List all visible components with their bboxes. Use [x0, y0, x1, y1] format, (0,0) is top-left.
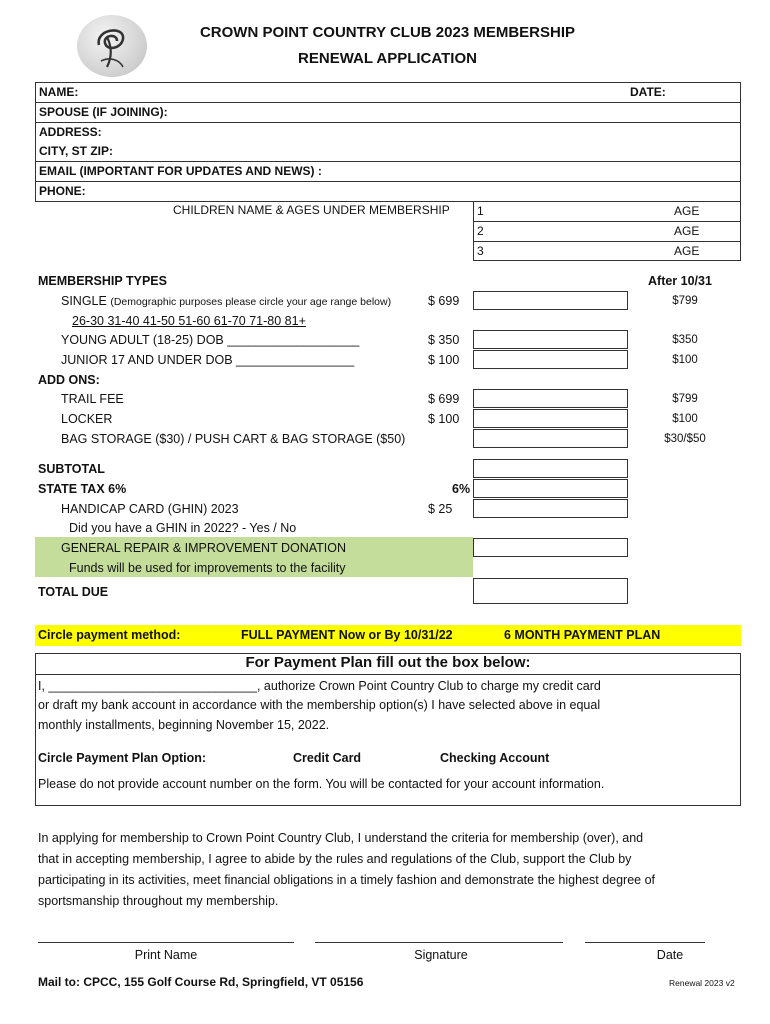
single-note: (Demographic purposes please circle your age range below) [110, 296, 392, 308]
payment-plan-option[interactable]: 6 MONTH PAYMENT PLAN [504, 628, 661, 642]
locker-label: LOCKER [61, 412, 113, 426]
print-name-label: Print Name [134, 948, 198, 962]
age-ranges[interactable]: 26-30 31-40 41-50 51-60 61-70 71-80 81+ [72, 314, 306, 328]
locker-amount-field[interactable] [473, 409, 628, 428]
young-adult-price: $ 350 [428, 333, 460, 347]
phone-label: PHONE: [39, 184, 86, 198]
full-payment-option[interactable]: FULL PAYMENT Now or By 10/31/22 [241, 628, 453, 642]
junior-label: JUNIOR 17 AND UNDER DOB _________________ [61, 353, 355, 367]
authorization-line-3: monthly installments, beginning November 15, 2022. [38, 718, 330, 732]
trail-fee-amount-field[interactable] [473, 389, 628, 408]
mail-to-address: Mail to: CPCC, 155 Golf Course Rd, Springfield, VT 05156 [38, 975, 364, 989]
address-row[interactable] [36, 123, 740, 143]
city-label: CITY, ST ZIP: [39, 144, 114, 158]
form-title-line2: RENEWAL APPLICATION [298, 50, 477, 67]
form-title-line1: CROWN POINT COUNTRY CLUB 2023 MEMBERSHIP [199, 24, 576, 41]
total-due-label: TOTAL DUE [38, 585, 109, 599]
authorization-line-1[interactable]: I, ______________________________, authorize Crown Point Country Club to charge my credit card [38, 679, 601, 693]
email-label: EMAIL (IMPORTANT FOR UPDATES AND NEWS) : [39, 164, 322, 178]
plan-option-label: Circle Payment Plan Option: [38, 751, 207, 765]
email-row[interactable] [36, 162, 740, 182]
bag-storage-after-price: $30/$50 [664, 433, 706, 445]
young-adult-label: YOUNG ADULT (18-25) DOB ___________________ [61, 333, 360, 347]
signature-line[interactable] [315, 942, 563, 943]
date-label: DATE: [630, 85, 666, 99]
junior-after-price: $100 [672, 354, 698, 366]
city-row[interactable] [36, 142, 740, 162]
donation-label: GENERAL REPAIR & IMPROVEMENT DONATION [61, 541, 346, 555]
donation-amount-field[interactable] [473, 538, 628, 557]
spouse-row[interactable] [36, 103, 740, 123]
payment-plan-heading: For Payment Plan fill out the box below: [245, 654, 531, 671]
child-number: 3 [477, 244, 484, 258]
trail-fee-after-price: $799 [672, 393, 698, 405]
name-row[interactable] [36, 83, 740, 103]
single-price: $ 699 [428, 294, 460, 308]
young-adult-amount-field[interactable] [473, 330, 628, 349]
handicap-card-price: $ 25 [428, 502, 453, 516]
name-label: NAME: [39, 85, 79, 99]
address-label: ADDRESS: [39, 125, 102, 139]
agreement-line-1: In applying for membership to Crown Point Country Club, I understand the criteria for membership (over), and [38, 831, 644, 845]
agreement-line-3: participating in its activities, meet financial obligations in a timely fashion and demonstrate the highest degree of [38, 873, 656, 887]
child-age-label: AGE [674, 244, 700, 258]
form-version: Renewal 2023 v2 [669, 978, 735, 988]
single-amount-field[interactable] [473, 291, 628, 310]
state-tax-label: STATE TAX 6% [38, 482, 127, 496]
payment-method-bar [35, 625, 741, 646]
single-row [61, 294, 391, 308]
handicap-card-field[interactable] [473, 499, 628, 518]
locker-price: $ 100 [428, 412, 460, 426]
authorization-line-2: or draft my bank account in accordance with the membership option(s) I have selected above in equal [38, 698, 601, 712]
child-age-label: AGE [674, 204, 700, 218]
account-number-note: Please do not provide account number on the form. You will be contacted for your account information. [38, 777, 605, 791]
child-age-label: AGE [674, 224, 700, 238]
child-number: 1 [477, 204, 484, 218]
print-name-line[interactable] [38, 942, 294, 943]
agreement-line-4: sportsmanship throughout my membership. [38, 894, 279, 908]
club-logo [77, 15, 147, 77]
applicant-info-box [35, 82, 741, 202]
trail-fee-price: $ 699 [428, 392, 460, 406]
plan-heading-divider [36, 674, 740, 675]
bag-storage-label: BAG STORAGE ($30) / PUSH CART & BAG STORAGE ($50) [61, 432, 406, 446]
child-row-1[interactable] [474, 202, 740, 222]
state-tax-rate: 6% [452, 482, 471, 496]
payment-plan-box [35, 653, 741, 806]
checking-account-option[interactable]: Checking Account [440, 751, 550, 765]
handicap-card-label: HANDICAP CARD (GHIN) 2023 [61, 502, 239, 516]
children-grid [473, 202, 741, 261]
single-label: SINGLE [61, 294, 107, 308]
trail-fee-label: TRAIL FEE [61, 392, 124, 406]
spouse-label: SPOUSE (IF JOINING): [39, 105, 168, 119]
junior-price: $ 100 [428, 353, 460, 367]
phone-row[interactable] [36, 182, 740, 202]
membership-types-heading: MEMBERSHIP TYPES [38, 274, 167, 288]
single-after-price: $799 [672, 295, 698, 307]
signature-label: Signature [414, 948, 468, 962]
credit-card-option[interactable]: Credit Card [293, 751, 362, 765]
total-due-field[interactable] [473, 578, 628, 604]
club-logo-emblem [77, 15, 147, 77]
child-row-2[interactable] [474, 222, 740, 242]
locker-after-price: $100 [672, 413, 698, 425]
child-number: 2 [477, 224, 484, 238]
after-date-heading: After 10/31 [648, 274, 712, 288]
addons-heading: ADD ONS: [38, 373, 100, 387]
date-signature-label: Date [656, 948, 684, 962]
child-row-3[interactable] [474, 242, 740, 262]
junior-amount-field[interactable] [473, 350, 628, 369]
subtotal-field[interactable] [473, 459, 628, 478]
donation-note: Funds will be used for improvements to the facility [69, 561, 346, 575]
children-label: CHILDREN NAME & AGES UNDER MEMBERSHIP [173, 203, 450, 217]
subtotal-label: SUBTOTAL [38, 462, 105, 476]
payment-method-label: Circle payment method: [38, 628, 181, 642]
bag-storage-amount-field[interactable] [473, 429, 628, 448]
date-line[interactable] [585, 942, 705, 943]
young-adult-after-price: $350 [672, 334, 698, 346]
agreement-paragraph [38, 828, 655, 912]
agreement-line-2: that in accepting membership, I agree to abide by the rules and regulations of the Club, support the Club by [38, 852, 632, 866]
ghin-question[interactable]: Did you have a GHIN in 2022? - Yes / No [69, 521, 297, 535]
state-tax-field[interactable] [473, 479, 628, 498]
